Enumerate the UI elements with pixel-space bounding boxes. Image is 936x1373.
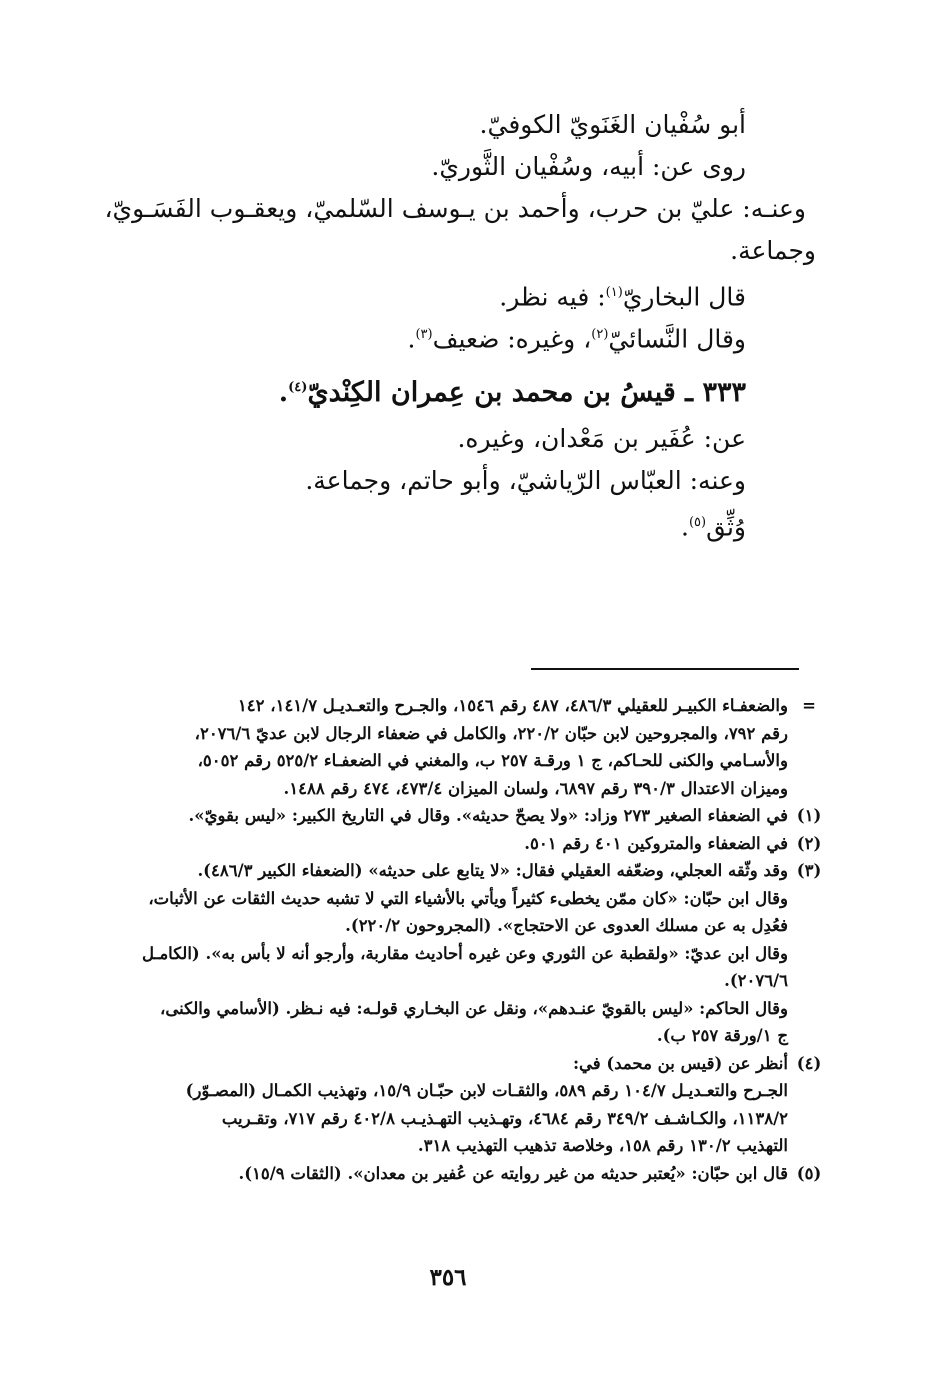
footnote-text: وميزان الاعتدال ٣٩٠/٣ رقم ٦٨٩٧، ولسان الميزان ٤٧٣/٤، ٤٧٤ رقم ١٤٨٨.	[283, 778, 788, 798]
text-line: وجماعة.	[730, 236, 816, 265]
page-number: ٣٥٦	[429, 1264, 467, 1291]
footnote-text: في الضعفاء والمتروكين ٤٠١ رقم ٥٠١.	[524, 833, 788, 853]
main-text	[104, 110, 816, 552]
footnote-divider	[531, 668, 799, 670]
footnote-number: (١)	[796, 806, 822, 825]
footnote-line	[118, 1022, 818, 1050]
footnote-number: (٢)	[796, 833, 822, 853]
footnote-text: وقد وثّقه العجلي، وضعّفه العقيلي فقال: «لا يتابع على حديثه» (الضعفاء الكبير ٤٨٦/٣).	[197, 861, 788, 880]
text-line: روى عن: أبيه، وسُفْيان الثَّوريّ.	[431, 152, 746, 181]
heading-text: ٣٣٣ ـ قيسُ بن محمد بن عِمران الكِنْديّ	[307, 377, 746, 408]
text-line: عن: عُفَير بن مَعْدان، وغيره.	[457, 424, 746, 453]
footnote-text: أنظر عن (قيس بن محمد) في:	[572, 1053, 788, 1073]
text-line: وعنـه: عليّ بن حرب، وأحمد بن يـوسف السّلميّ، ويعقـوب الفَسَـويّ،	[104, 194, 806, 223]
footnote-line	[118, 1077, 818, 1105]
footnote-text: في الضعفاء الصغير ٢٧٣ وزاد: «ولا يصحّ حديثه». وقال في التاريخ الكبير: «ليس بقويّ».	[188, 806, 788, 825]
footnote-continuation	[118, 692, 818, 720]
footnote-3	[118, 857, 822, 885]
heading-end: .	[278, 377, 289, 408]
footnote-2	[118, 830, 822, 858]
text-span: .	[407, 324, 416, 354]
footnote-text: والضعفـاء الكبيـر للعقيلي ٤٨٦/٣، ٤٨٧ رقم ١٥٤٦، والجـرح والتعـديـل ١٤١/٧، ١٤٢	[237, 696, 788, 715]
footnote-line	[118, 940, 818, 968]
text-span: ، وغيره: ضعيف	[432, 324, 592, 354]
footnote-4	[118, 1050, 822, 1078]
continuation-marker: =	[802, 696, 816, 715]
text-line: وعنه: العبّاس الرّياشيّ، وأبو حاتم، وجماعة.	[305, 466, 746, 495]
footnote-text: ٢٠٧٦/٦).	[724, 971, 788, 990]
footnote-number: (٣)	[796, 861, 822, 880]
footnote-number: (٥)	[796, 1163, 822, 1183]
footnote-text: وقال ابن حبّان: «كان ممّن يخطىء كثيراً ويأتي بالأشياء التي لا تشبه حديث الثقات عن الأثبات،	[148, 888, 788, 908]
text-span: .	[681, 512, 689, 542]
footnote-line	[118, 720, 818, 748]
footnote-text: فعُدِل به عن مسلك العدوى عن الاحتجاج». (المجروحون ٢٢٠/٢).	[345, 916, 788, 935]
entry-heading	[186, 374, 746, 426]
footnote-text: قال ابن حبّان: «يُعتبر حديثه من غير روايته عن عُفير بن معدان». (الثقات ١٥/٩).	[238, 1163, 788, 1183]
footnote-line	[118, 967, 818, 995]
footnote-number: (٤)	[796, 1053, 822, 1073]
footnotes	[118, 692, 822, 1187]
footnote-text: رقم ٧٩٢، والمجروحين لابن حبّان ٢٢٠/٢، والكامل في ضعفاء الرجال لابن عديّ ٢٠٧٦/٦،	[194, 723, 788, 743]
text-span: قال البخاريّ	[622, 282, 746, 312]
text-line	[186, 322, 746, 364]
footnote-text: الجـرح والتعـديـل ١٠٤/٧ رقم ٥٨٩، والثقـات لابن حبّـان ١٥/٩، وتهذيب الكمـال (المصـوّر)	[185, 1081, 788, 1100]
text-span: : فيه نظر.	[499, 282, 606, 312]
footnote-line	[118, 885, 818, 913]
text-span: وقال النَّسائيّ	[608, 324, 746, 354]
footnote-text: ج ١/ورقة ٢٥٧ ب).	[656, 1026, 788, 1045]
footnote-text: التهذيب ١٣٠/٢ رقم ١٥٨، وخلاصة تذهيب التهذيب ٣١٨.	[417, 1136, 788, 1155]
footnote-mark: (٤)	[288, 380, 308, 395]
footnote-line	[118, 995, 818, 1023]
text-line	[186, 280, 746, 322]
footnote-1	[118, 802, 822, 830]
footnote-text: وقال ابن عديّ: «ولقطبة عن الثوري وعن غيره أحاديث مقاربة، وأرجو أنه لا بأس به». (الكامـل	[142, 943, 788, 963]
footnote-5	[118, 1160, 822, 1188]
footnote-line	[118, 775, 818, 803]
text-line: أبو سُفْيان الغَنَويّ الكوفيّ.	[479, 110, 746, 139]
footnote-line	[118, 1132, 818, 1160]
footnote-mark: (٥)	[688, 515, 707, 530]
footnote-mark: (٢)	[591, 327, 609, 342]
footnote-line	[118, 912, 818, 940]
text-line	[186, 510, 746, 552]
footnote-text: والأسـامي والكنى للحـاكم، ج ١ ورقـة ٢٥٧ ب، والمغني في الضعفـاء ٥٢٥/٢ رقم ٥٠٥٢،	[197, 751, 788, 770]
footnote-line	[118, 747, 818, 775]
footnote-mark: (١)	[605, 285, 623, 300]
footnote-text: ١١٣٨/٢، والكـاشـف ٣٤٩/٢ رقم ٤٦٨٤، وتهـذيب التهـذيـب ٤٠٢/٨ رقم ٧١٧، وتقـريب	[221, 1108, 788, 1128]
footnote-text: وقال الحاكم: «ليس بالقويّ عنـدهم»، ونقل عن البخـاري قولـه: فيه نـظر. (الأسامي والكنى،	[160, 998, 788, 1018]
footnote-line	[118, 1105, 818, 1133]
text-span: وُثِّق	[706, 512, 746, 542]
footnote-mark: (٣)	[415, 327, 433, 342]
